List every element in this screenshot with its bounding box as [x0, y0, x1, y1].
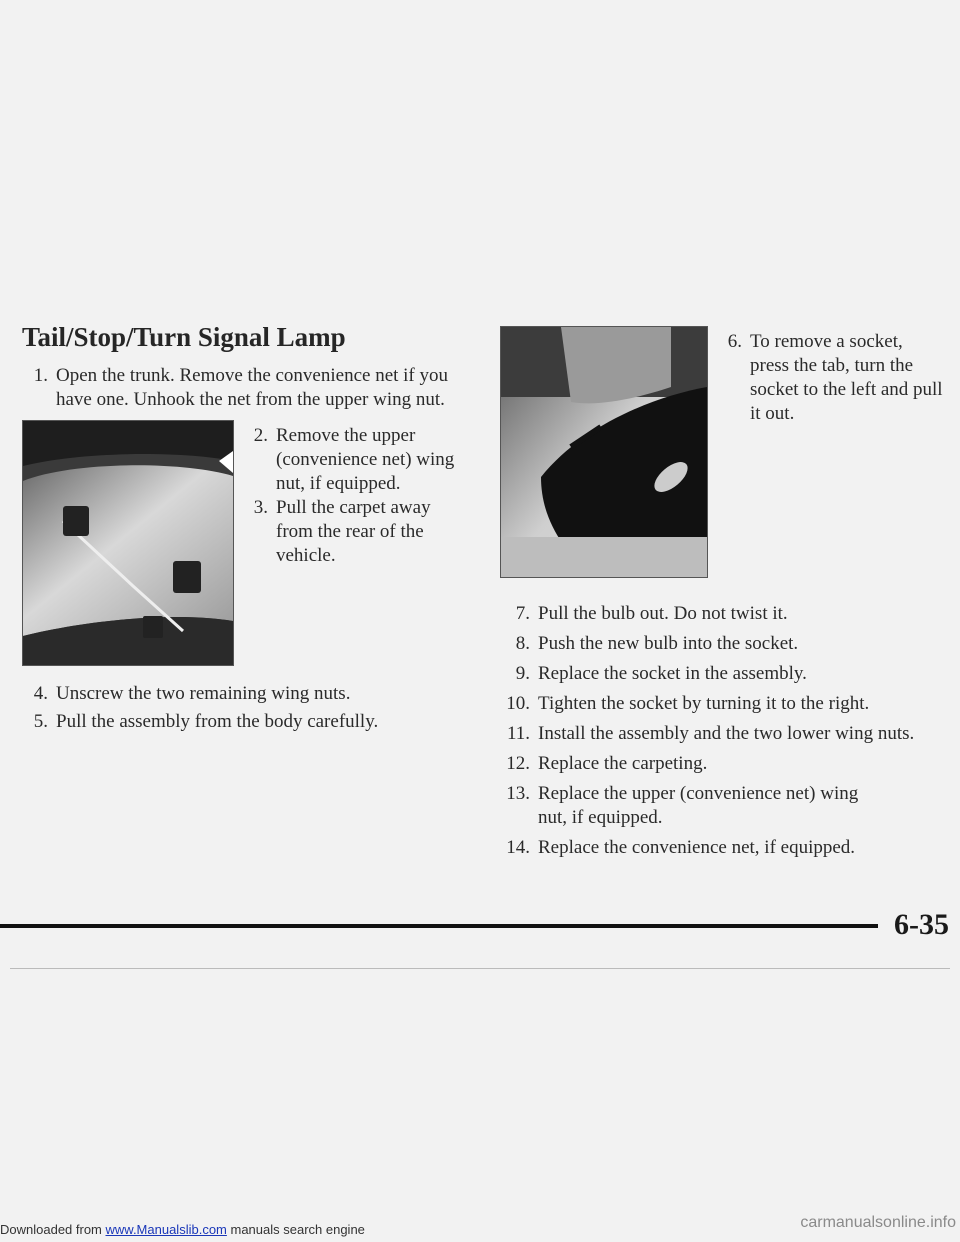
page-number: 6-35: [894, 908, 949, 941]
step-text: To remove a socket, press the tab, turn the socket to the left and pull it out.: [750, 331, 943, 424]
step-2: [242, 424, 464, 496]
step-number: 7.: [515, 603, 530, 624]
step-3: [242, 496, 464, 568]
step-number: 3.: [253, 497, 268, 518]
step-number: 14.: [506, 837, 530, 858]
download-footer: [0, 1214, 960, 1237]
trunk-wing-nut-photo: [22, 420, 234, 666]
footer-thin-rule: [10, 968, 950, 969]
step-10: [504, 692, 944, 716]
step-number: 4.: [33, 683, 48, 704]
footer-rule: [0, 924, 878, 928]
step-6: [716, 330, 944, 426]
step-13: [504, 782, 884, 830]
step-14: [504, 836, 944, 860]
footer-suffix: manuals search engine: [226, 1222, 365, 1237]
step-number: 13.: [506, 783, 530, 804]
step-9: [504, 662, 944, 686]
step-number: 8.: [515, 633, 530, 654]
step-text: Replace the upper (convenience net) wing nut, if equipped.: [538, 783, 859, 828]
step-text: Replace the socket in the assembly.: [538, 663, 807, 684]
step-8: [504, 632, 944, 656]
step-4: [22, 682, 462, 706]
step-number: 9.: [515, 663, 530, 684]
step-text: Open the trunk. Remove the convenience net if you have one. Unhook the net from the upper wing nut.: [56, 365, 449, 410]
step-text: Unscrew the two remaining wing nuts.: [56, 683, 351, 704]
step-1: [22, 364, 462, 412]
step-number: 1.: [33, 365, 48, 386]
step-text: Remove the upper (convenience net) wing nut, if equipped.: [276, 425, 455, 494]
step-text: Pull the carpet away from the rear of the vehicle.: [276, 497, 431, 566]
step-7: [504, 602, 944, 626]
step-11: [504, 722, 944, 746]
step-text: Push the new bulb into the socket.: [538, 633, 799, 654]
step-text: Replace the convenience net, if equipped.: [538, 837, 856, 858]
step-number: 5.: [33, 711, 48, 732]
step-number: 6.: [727, 331, 742, 352]
step-number: 2.: [253, 425, 268, 446]
step-number: 12.: [506, 753, 530, 774]
step-5: [22, 710, 462, 734]
lamp-socket-photo: [500, 326, 708, 578]
step-text: Replace the carpeting.: [538, 753, 708, 774]
step-text: Pull the assembly from the body carefully.: [56, 711, 379, 732]
step-text: Install the assembly and the two lower wing nuts.: [538, 723, 915, 744]
manualslib-link[interactable]: www.Manualslib.com: [105, 1222, 227, 1237]
section-heading: Tail/Stop/Turn Signal Lamp: [22, 322, 346, 352]
step-12: [504, 752, 944, 776]
step-number: 10.: [506, 693, 530, 714]
footer-prefix: Downloaded from: [0, 1222, 106, 1237]
step-number: 11.: [506, 723, 530, 744]
watermark-text: carmanualsonline.info: [800, 1214, 956, 1231]
step-text: Pull the bulb out. Do not twist it.: [538, 603, 788, 624]
step-text: Tighten the socket by turning it to the right.: [538, 693, 870, 714]
